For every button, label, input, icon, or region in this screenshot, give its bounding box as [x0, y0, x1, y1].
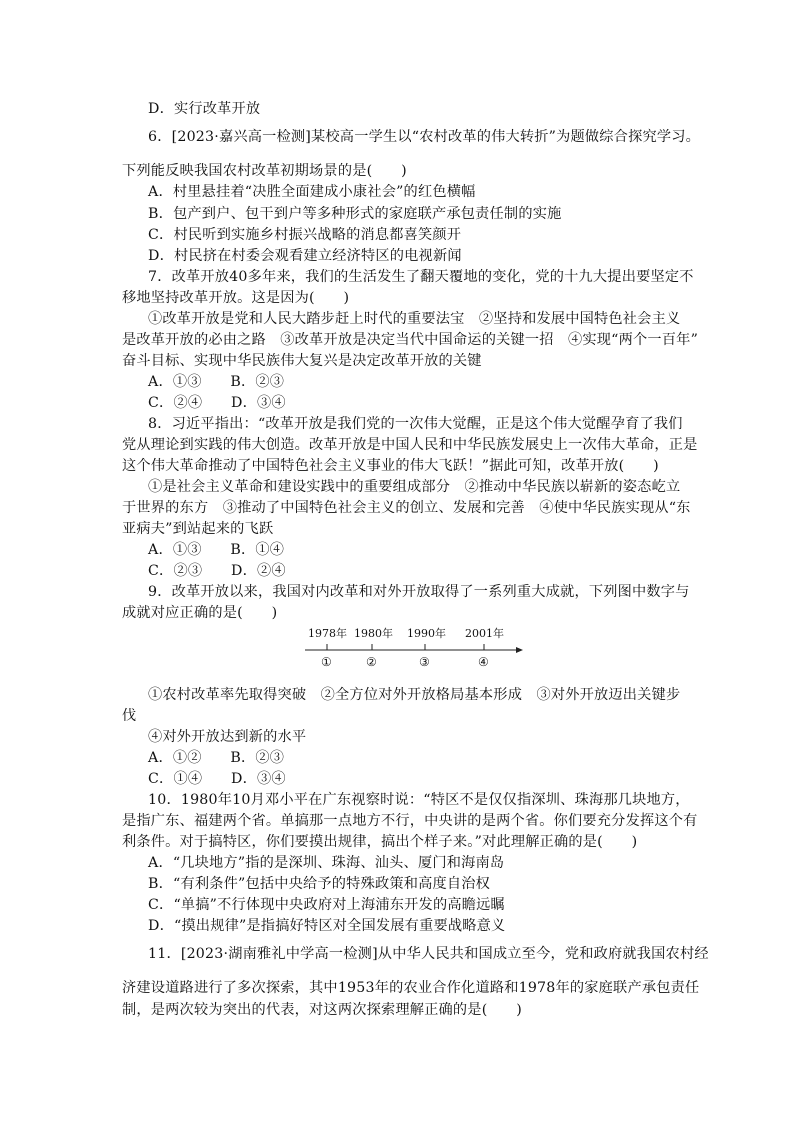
text-line: 这个伟大革命推动了中国特色社会主义事业的伟大飞跃！”据此可知，改革开放( ) — [122, 458, 659, 474]
timeline-marker: ① — [321, 655, 332, 669]
text-line: D．村民挤在村委会观看建立经济特区的电视新闻 — [148, 248, 462, 264]
text-line: 制，是两次较为突出的代表，对这两次探索理解正确的是( ) — [122, 1002, 522, 1018]
text-line: ①改革开放是党和人民大踏步赶上时代的重要法宝 ②坚持和发展中国特色社会主义 — [148, 311, 681, 327]
timeline-marker: ④ — [478, 655, 489, 669]
text-line: 9．改革开放以来，我国对内改革和对外开放取得了一系列重大成就，下列图中数字与 — [148, 584, 690, 600]
text-line: 移地坚持改革开放。这是因为( ) — [122, 290, 350, 306]
text-line: 利条件。对于搞特区，你们要摸出规律，搞出个样子来。”对此理解正确的是( ) — [122, 834, 638, 850]
text-line: 于世界的东方 ③推动了中国特色社会主义的创立、发展和完善 ④使中华民族实现从“东 — [122, 500, 691, 516]
text-line: C．②④ D．③④ — [148, 395, 286, 411]
text-line: C．①④ D．③④ — [148, 771, 286, 787]
text-line: A．“几块地方”指的是深圳、珠海、汕头、厦门和海南岛 — [148, 855, 505, 871]
text-line: A．①③ B．②③ — [148, 374, 285, 390]
text-line: 是改革开放的必由之路 ③改革开放是决定当代中国命运的关键一招 ④实现“两个一百年” — [122, 332, 699, 348]
timeline-year: 1978年 — [308, 627, 347, 640]
text-line: B．“有利条件”包括中央给予的特殊政策和高度自治权 — [148, 876, 491, 892]
text-line: 下列能反映我国农村改革初期场景的是( ) — [122, 163, 407, 179]
text-line: 11．[2023·湖南雅礼中学高一检测]从中华人民共和国成立至今，党和政府就我国农村经 — [148, 946, 709, 962]
timeline-arrow — [516, 647, 523, 653]
text-line: 成就对应正确的是( ) — [122, 605, 278, 621]
timeline-year: 1990年 — [407, 627, 446, 640]
timeline-year: 1980年 — [354, 627, 393, 640]
text-line: 6．[2023·嘉兴高一检测]某校高一学生以“农村改革的伟大转折”为题做综合探究学习。 — [148, 129, 701, 145]
timeline-marker: ② — [366, 655, 377, 669]
text-line: C．“单搞”不行体现中央政府对上海浦东开发的高瞻远瞩 — [148, 897, 505, 913]
text-line: 党从理论到实践的伟大创造。改革开放是中国人民和中华民族发展史上一次伟大革命，正是 — [122, 437, 698, 453]
text-line: 济建设道路进行了多次探索，其中1953年的农业合作化道路和1978年的家庭联产承包责任 — [122, 980, 700, 996]
timeline-figure — [300, 622, 530, 670]
timeline-marker: ③ — [419, 655, 430, 669]
text-line: ①农村改革率先取得突破 ②全方位对外开放格局基本形成 ③对外开放迈出关键步 — [148, 687, 681, 703]
text-line: C．②③ D．②④ — [148, 563, 286, 579]
text-line: A．①③ B．①④ — [148, 542, 285, 558]
timeline-year: 2001年 — [465, 627, 504, 640]
text-line: D．实行改革开放 — [148, 101, 261, 117]
text-line: 奋斗目标、实现中华民族伟大复兴是决定改革开放的关键 — [122, 353, 482, 369]
text-line: D．“摸出规律”是指搞好特区对全国发展有重要战略意义 — [148, 918, 506, 934]
text-line: ①是社会主义革命和建设实践中的重要组成部分 ②推动中华民族以崭新的姿态屹立 — [148, 479, 681, 495]
text-line: 亚病夫”到站起来的飞跃 — [122, 521, 274, 537]
text-line: A．①② B．②③ — [148, 750, 285, 766]
text-line: B．包产到户、包干到户等多种形式的家庭联产承包责任制的实施 — [148, 206, 562, 222]
timeline-svg — [300, 622, 530, 670]
text-line: 10．1980年10月邓小平在广东视察时说：“特区不是仅仅指深圳、珠海那几块地方， — [148, 792, 690, 808]
text-line: 伐 — [122, 708, 137, 724]
text-line: A．村里悬挂着“决胜全面建成小康社会”的红色横幅 — [148, 184, 476, 200]
text-line: ④对外开放达到新的水平 — [148, 729, 307, 745]
text-line: 是指广东、福建两个省。单搞那一点地方不行，中央讲的是两个省。你们要充分发挥这个有 — [122, 813, 698, 829]
text-line: C．村民听到实施乡村振兴战略的消息都喜笑颜开 — [148, 227, 462, 243]
text-line: 8．习近平指出：“改革开放是我们党的一次伟大觉醒，正是这个伟大觉醒孕育了我们 — [148, 416, 683, 432]
text-line: 7．改革开放40多年来，我们的生活发生了翻天覆地的变化，党的十九大提出要坚定不 — [148, 269, 694, 285]
